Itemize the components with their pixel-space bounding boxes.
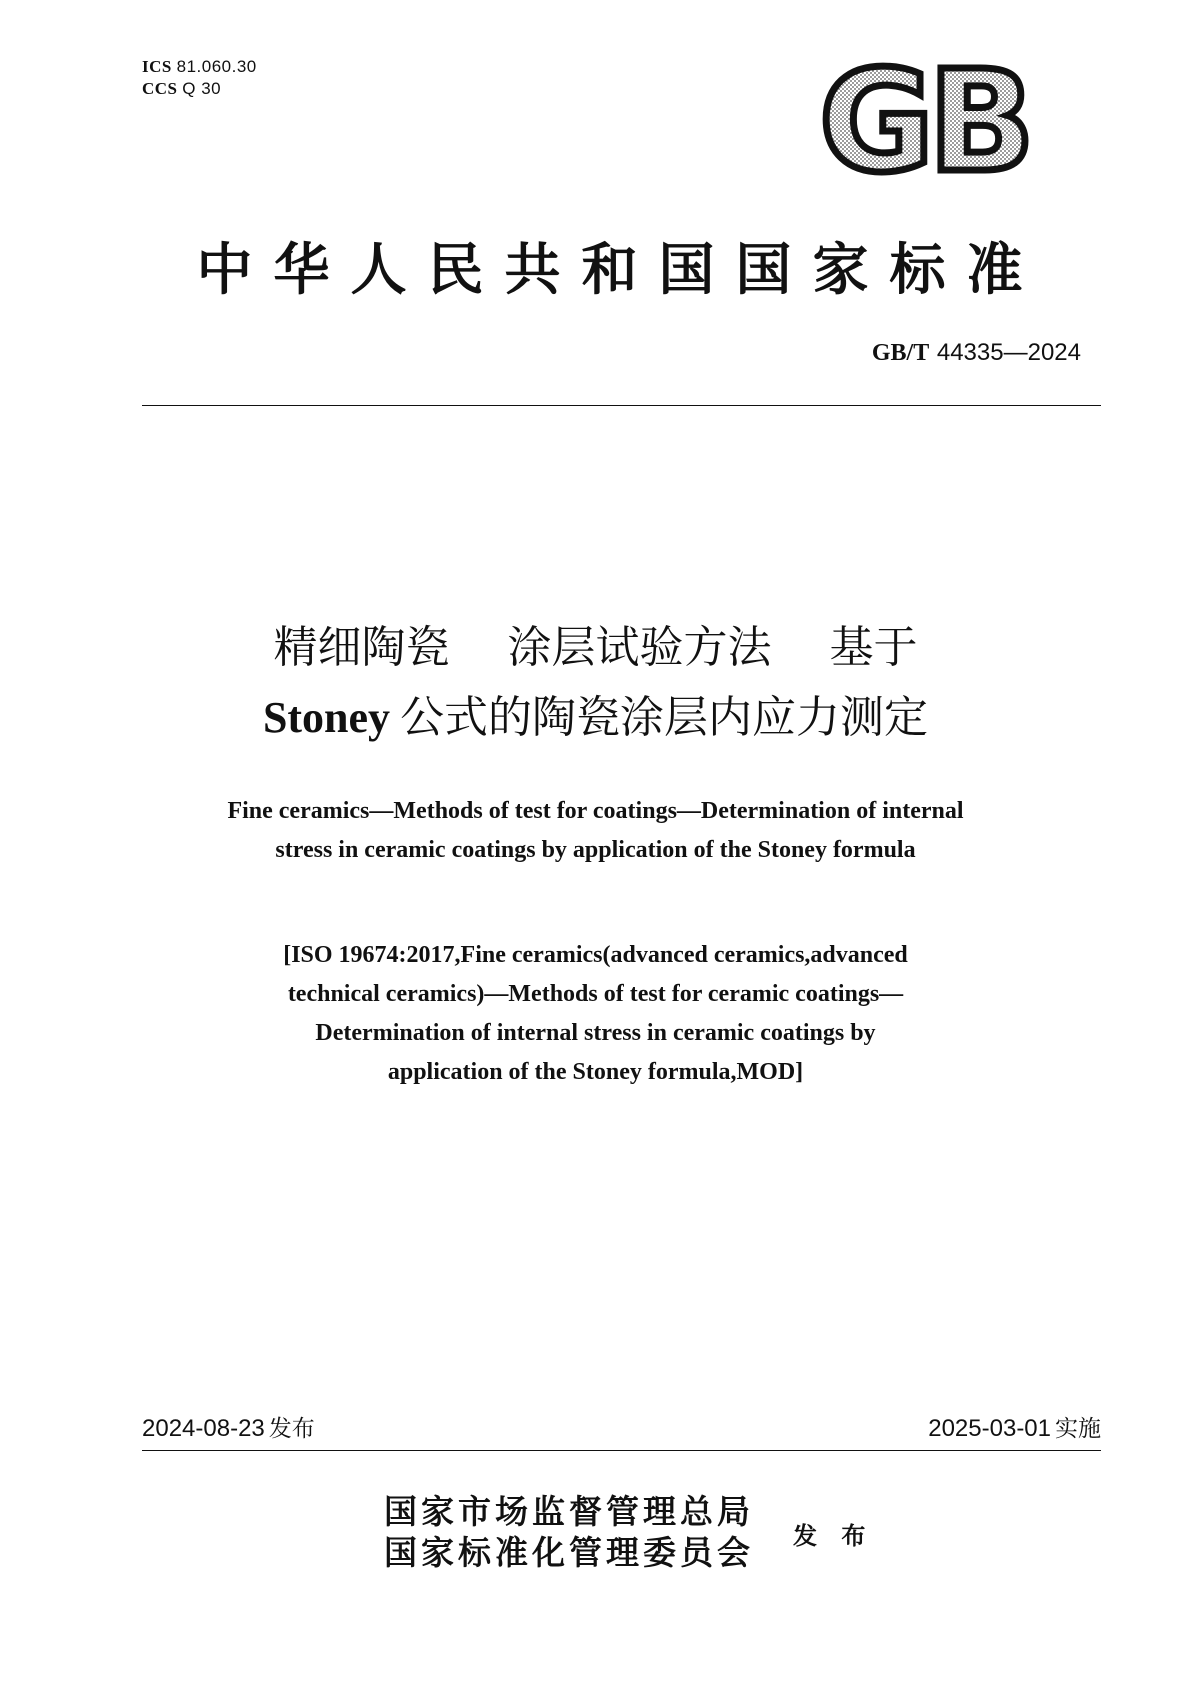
implement-date-label: 实施 bbox=[1055, 1416, 1101, 1442]
implement-date-value: 2025-03-01 bbox=[928, 1415, 1051, 1442]
title-en-line1: Fine ceramics—Methods of test for coatings—Determination of internal bbox=[227, 798, 964, 824]
publish-date bbox=[142, 1410, 315, 1443]
standard-number-value: 44335—2024 bbox=[936, 339, 1081, 366]
ccs-line bbox=[142, 78, 257, 100]
implement-date bbox=[928, 1410, 1101, 1443]
iso-reference-line2: technical ceramics)—Methods of test for ceramic coatings— bbox=[287, 981, 904, 1007]
bottom-divider bbox=[142, 1450, 1101, 1451]
title-zh-rest: 公式的陶瓷涂层内应力测定 bbox=[400, 692, 929, 743]
title-zh-line2 bbox=[0, 686, 1191, 750]
title-zh-line1 bbox=[0, 616, 1191, 680]
issue-label: 发 布 bbox=[793, 1521, 874, 1550]
ics-code: 81.060.30 bbox=[176, 57, 257, 76]
top-divider bbox=[142, 405, 1101, 406]
iso-reference-line4: application of the Stoney formula,MOD] bbox=[387, 1059, 804, 1085]
publish-date-value: 2024-08-23 bbox=[142, 1415, 265, 1442]
iso-reference-line1: [ISO 19674:2017,Fine ceramics(advanced ceramics,advanced bbox=[283, 942, 908, 968]
title-zh-part3: 基于 bbox=[829, 622, 918, 673]
title-zh-part1: 精细陶瓷 bbox=[273, 622, 450, 673]
ccs-code: Q 30 bbox=[182, 79, 222, 98]
title-zh-stoney: Stoney bbox=[262, 693, 391, 742]
ics-line bbox=[142, 56, 257, 78]
gb-logo bbox=[808, 58, 1040, 180]
issuer-line2: 国家标准化管理委员会 bbox=[384, 1533, 754, 1572]
title-zh-part2: 涂层试验方法 bbox=[507, 622, 772, 673]
standard-number bbox=[872, 338, 1081, 367]
publish-date-label: 发布 bbox=[268, 1416, 315, 1442]
ccs-label: CCS bbox=[142, 79, 178, 98]
classification-codes bbox=[142, 56, 257, 100]
ics-label: ICS bbox=[142, 57, 172, 76]
standard-number-prefix: GB/T bbox=[871, 340, 930, 366]
title-en-line2: stress in ceramic coatings by application of the Stoney formula bbox=[275, 837, 916, 863]
iso-reference-line3: Determination of internal stress in ceramic coatings by bbox=[315, 1020, 876, 1046]
issuer-line1: 国家市场监督管理总局 bbox=[384, 1492, 754, 1531]
gb-logo-text: GB bbox=[819, 58, 1029, 180]
national-standard-heading: 中华人民共和国国家标准 bbox=[196, 237, 1044, 303]
issuer-block bbox=[384, 1491, 754, 1573]
